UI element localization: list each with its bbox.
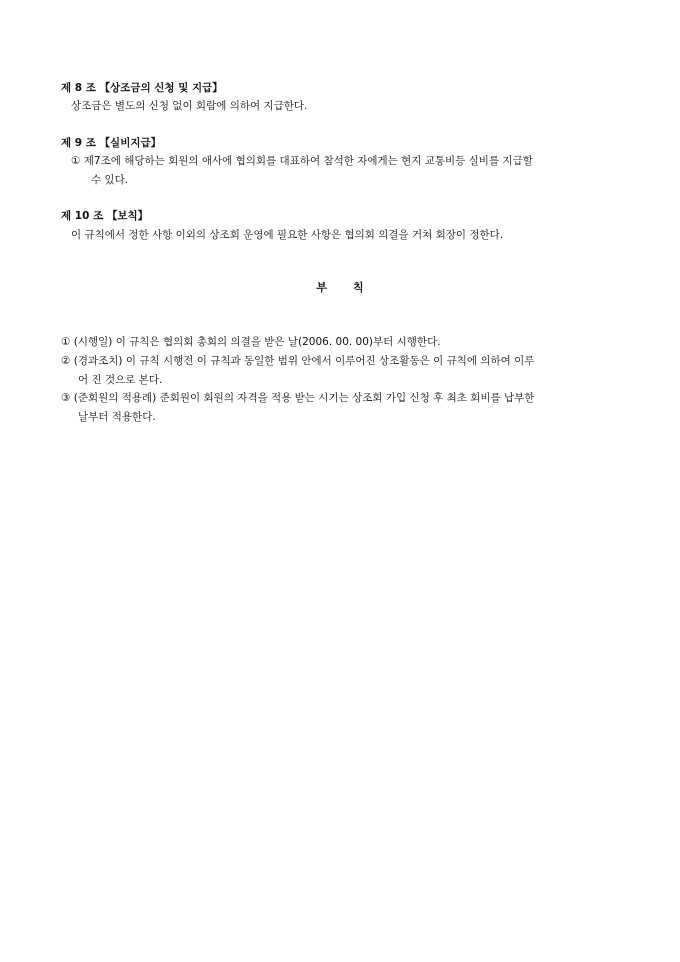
supplementary-item-1: ① (시행일) 이 규칙은 협의회 총회의 의결을 받은 날(2006. 00. 00)부터 시행한다.	[61, 336, 441, 348]
article-9-heading: 제 9 조 【실비지급】	[61, 137, 162, 149]
article-10-text: 이 규칙에서 정한 사항 이외의 상조회 운영에 필요한 사항은 협의회 의결을 거쳐 회장이 정한다.	[71, 229, 504, 241]
supplementary-item-3-line-2: 날부터 적용한다.	[78, 411, 156, 423]
article-9-text-line-1: ① 제7조에 해당하는 회원의 애사에 협의회를 대표하여 참석한 자에게는 현지 교통비등 실비를 지급할	[71, 155, 533, 167]
article-9-text-line-2: 수 있다.	[91, 174, 129, 186]
article-10-heading: 제 10 조 【보칙】	[61, 210, 149, 222]
supplementary-item-2-line-2: 어 진 것으로 본다.	[78, 374, 163, 386]
supplementary-title: 부칙	[316, 281, 390, 294]
article-8-text: 상조금은 별도의 신청 없이 회람에 의하여 지급한다.	[71, 100, 308, 112]
supplementary-item-2-line-1: ② (경과조치) 이 규칙 시행전 이 규칙과 동일한 범위 안에서 이루어진 상조활동은 이 규칙에 의하여 이루	[61, 355, 535, 367]
article-8-heading: 제 8 조 【상조금의 신청 및 지급】	[61, 82, 223, 94]
supplementary-item-3-line-1: ③ (준회원의 적용례) 준회원이 회원의 자격을 적용 받는 시기는 상조회 가입 신청 후 최초 회비를 납부한	[61, 392, 535, 404]
